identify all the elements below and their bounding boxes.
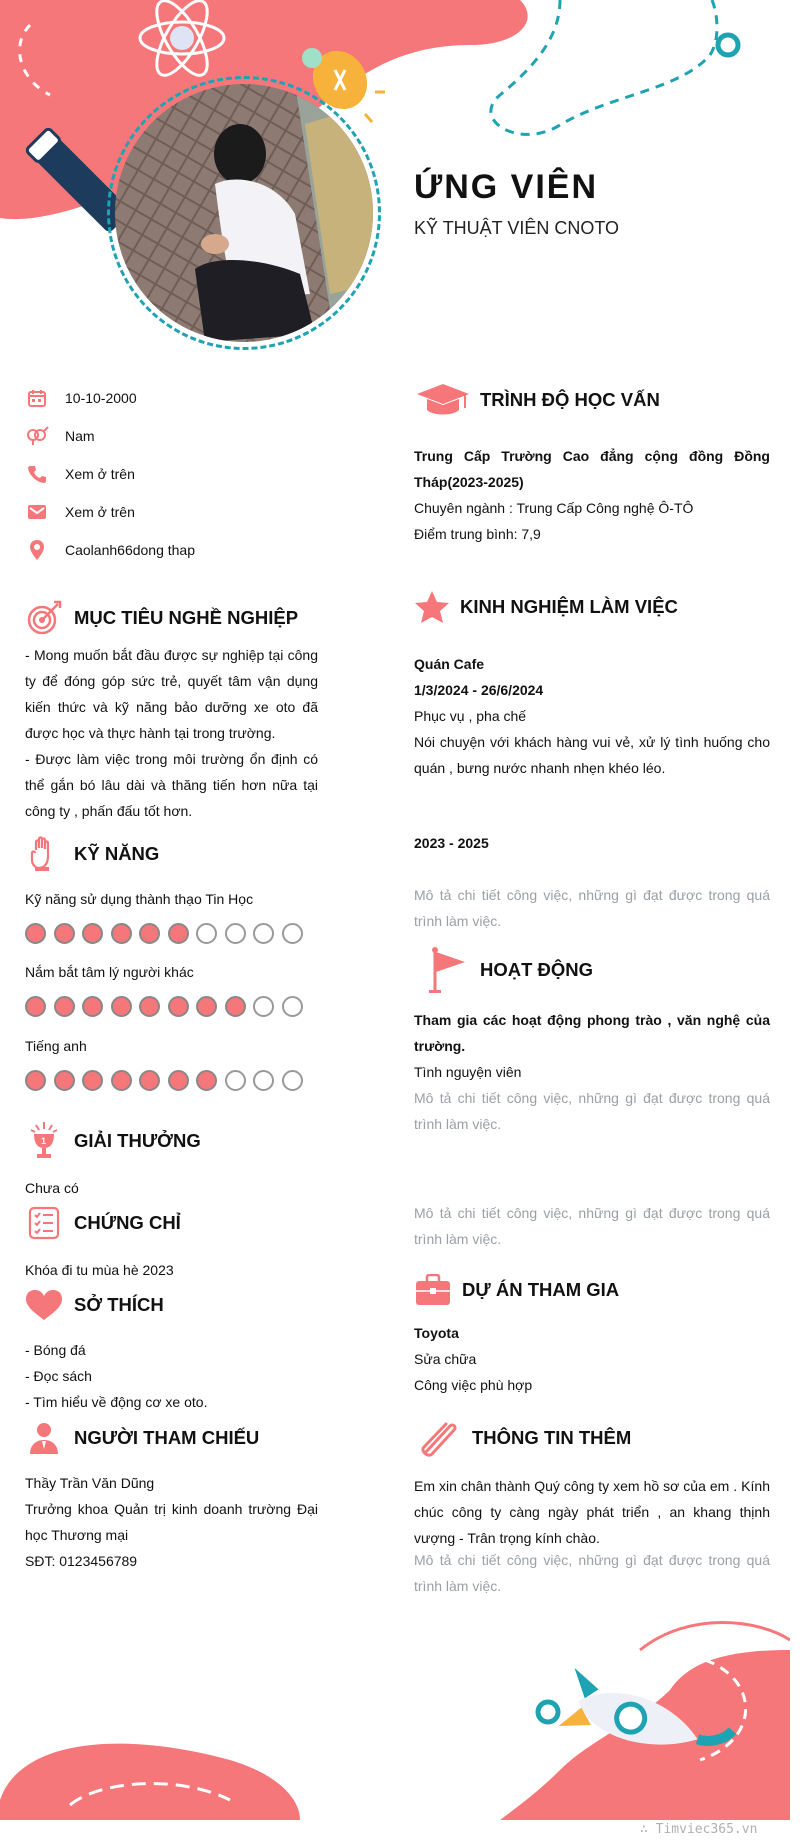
rating-dot-empty [282,923,303,944]
target-icon [22,598,66,638]
project-desc: Công việc phù hợp [414,1377,533,1393]
hobby-item: - Tìm hiểu về động cơ xe oto. [25,1394,208,1410]
additional-title: THÔNG TIN THÊM [472,1427,632,1448]
rating-dot-filled [82,996,103,1017]
info-email [25,500,135,524]
skill-rating-3 [25,1070,303,1091]
checklist-icon [22,1203,66,1243]
rating-dot-filled [168,1070,189,1091]
hobbies-heading [22,1285,164,1325]
activities-title: HOẠT ĐỘNG [480,959,594,980]
rating-dot-filled [139,996,160,1017]
additional-text: Em xin chân thành Quý công ty xem hồ sơ của em . Kính chúc công ty càng ngày phát triển , an khang thịnh vượng - Trân trọng kính chào. [414,1478,770,1546]
rating-dot-empty [253,996,274,1017]
phone-icon [25,462,49,486]
skill-rating-2 [25,996,303,1017]
additional-heading [414,1418,631,1458]
svg-text:1: 1 [41,1136,47,1146]
rating-dot-filled [139,1070,160,1091]
rating-dot-filled [225,996,246,1017]
references-title: NGƯỜI THAM CHIẾU [74,1427,260,1448]
rating-dot-empty [225,923,246,944]
location-value: Caolanh66dong thap [65,542,196,558]
education-gpa: Điểm trung bình: 7,9 [414,526,541,542]
education-heading [414,380,660,420]
heart-icon [22,1285,66,1325]
awards-text: Chưa có [25,1180,79,1196]
rating-dot-filled [139,923,160,944]
rating-dot-filled [111,996,132,1017]
rating-dot-filled [196,1070,217,1091]
skill-label-3: Tiếng anh [25,1038,87,1054]
experience-desc: Nói chuyện với khách hàng vui vẻ, xử lý tình huống cho quán , bưng nước nhanh nhẹn khéo léo. [414,734,770,776]
rating-dot-filled [54,996,75,1017]
project-name: Toyota [414,1325,459,1341]
skills-title: KỸ NĂNG [74,843,160,864]
objective-line-1: - Mong muốn bắt đầu được sự nghiệp tại công ty để đóng góp sức trẻ, quyết tâm vận dụng kiến thức và kỹ năng bảo dưỡng xe oto đã được học và thực hành tại trong trường. [25,647,318,741]
activities-desc: Mô tả chi tiết công việc, những gì đạt được trong quá trình làm việc. [414,1090,770,1132]
star-icon [412,587,452,627]
paperclip-icon [414,1418,464,1458]
objective-text [25,642,318,824]
rating-dot-filled [54,1070,75,1091]
briefcase-icon [412,1270,454,1310]
candidate-name: ỨNG VIÊN [414,168,599,206]
rating-dot-filled [196,996,217,1017]
rating-dot-filled [25,996,46,1017]
flag-icon [420,950,472,990]
hobbies-list [25,1337,207,1415]
references-text [25,1470,318,1574]
rating-dot-empty [225,1070,246,1091]
experience-period-2: 2023 - 2025 [414,835,489,851]
project-role: Sửa chữa [414,1351,477,1367]
rating-dot-filled [82,923,103,944]
reference-name: Thầy Trần Văn Dũng [25,1475,155,1491]
gender-icon [25,424,49,448]
watermark [640,1822,757,1837]
watermark-text: Timviec365.vn [655,1822,758,1837]
email-icon [25,500,49,524]
job-title: KỸ THUẬT VIÊN CNOTO [414,218,620,238]
gender-value: Nam [65,428,95,444]
activities-body [414,1007,770,1137]
reference-phone: SĐT: 0123456789 [25,1553,138,1569]
certificates-heading [22,1203,181,1243]
info-birthday [25,386,137,410]
projects-body [414,1320,770,1398]
education-major: Chuyên ngành : Trung Cấp Công nghệ Ô-TÔ [414,500,694,516]
experience-period: 1/3/2024 - 26/6/2024 [414,682,544,698]
objective-line-2: - Được làm việc trong môi trường ổn định có thể gắn bó lâu dài và thăng tiến hơn nữa tại công ty , phấn đấu tốt hơn. [25,751,318,819]
rating-dot-empty [253,923,274,944]
rating-dot-empty [253,1070,274,1091]
experience-title: KINH NGHIỆM LÀM VIỆC [460,596,678,617]
experience-company: Quán Cafe [414,656,485,672]
reference-position: Trưởng khoa Quản trị kinh doanh trường Đại học Thương mại [25,1501,318,1543]
education-title: TRÌNH ĐỘ HỌC VẤN [480,389,660,410]
education-body [414,443,770,547]
rating-dot-filled [54,923,75,944]
avatar-photo [115,84,373,342]
projects-title: DỰ ÁN THAM GIA [462,1279,620,1300]
rating-dot-filled [82,1070,103,1091]
skills-heading [22,834,159,874]
awards-title: GIẢI THƯỞNG [74,1130,201,1151]
skill-rating-1 [25,923,303,944]
info-location [25,538,195,562]
additional-desc: Mô tả chi tiết công việc, những gì đạt được trong quá trình làm việc. [414,1552,770,1594]
skill-label-1: Kỹ năng sử dụng thành thạo Tin Học [25,891,254,907]
hobby-item: - Đọc sách [25,1368,92,1384]
experience-desc-2: Mô tả chi tiết công việc, những gì đạt được trong quá trình làm việc. [414,887,770,929]
info-phone [25,462,135,486]
rating-dot-empty [282,996,303,1017]
person-icon [22,1418,66,1458]
skill-label-2: Nắm bắt tâm lý người khác [25,964,194,980]
location-icon [25,538,49,562]
hobbies-title: SỞ THÍCH [74,1294,164,1315]
references-heading [22,1418,259,1458]
rating-dot-empty [282,1070,303,1091]
rating-dot-filled [25,923,46,944]
watermark-icon: ∴ [640,1822,656,1837]
activities-role: Tình nguyện viên [414,1064,522,1080]
certificates-title: CHỨNG CHỈ [74,1212,181,1233]
rating-dot-empty [196,923,217,944]
hobby-item: - Bóng đá [25,1342,86,1358]
phone-value: Xem ở trên [65,466,135,482]
email-value: Xem ở trên [65,504,135,520]
certificates-text: Khóa đi tu mùa hè 2023 [25,1262,174,1278]
experience-role: Phục vụ , pha chế [414,708,527,724]
rating-dot-filled [111,1070,132,1091]
graduation-cap-icon [414,380,472,420]
objective-title: MỤC TIÊU NGHỀ NGHIỆP [74,607,299,628]
experience-body [414,651,770,781]
rating-dot-filled [25,1070,46,1091]
rating-dot-filled [168,996,189,1017]
experience-heading [412,587,678,627]
info-gender [25,424,95,448]
activities-heading [420,950,593,990]
education-school: Trung Cấp Trường Cao đẳng cộng đồng Đồng Tháp(2023-2025) [414,448,770,490]
avatar [115,84,373,342]
objective-heading [22,598,298,638]
awards-heading [22,1121,201,1161]
rating-dot-filled [168,923,189,944]
projects-heading [412,1270,619,1310]
trophy-icon [22,1121,66,1161]
activities-desc-2: Mô tả chi tiết công việc, những gì đạt được trong quá trình làm việc. [414,1205,770,1247]
activities-name: Tham gia các hoạt động phong trào , văn nghệ của trường. [414,1012,770,1054]
birthday-value: 10-10-2000 [65,390,137,406]
rating-dot-filled [111,923,132,944]
calendar-icon [25,386,49,410]
hand-icon [22,834,66,874]
